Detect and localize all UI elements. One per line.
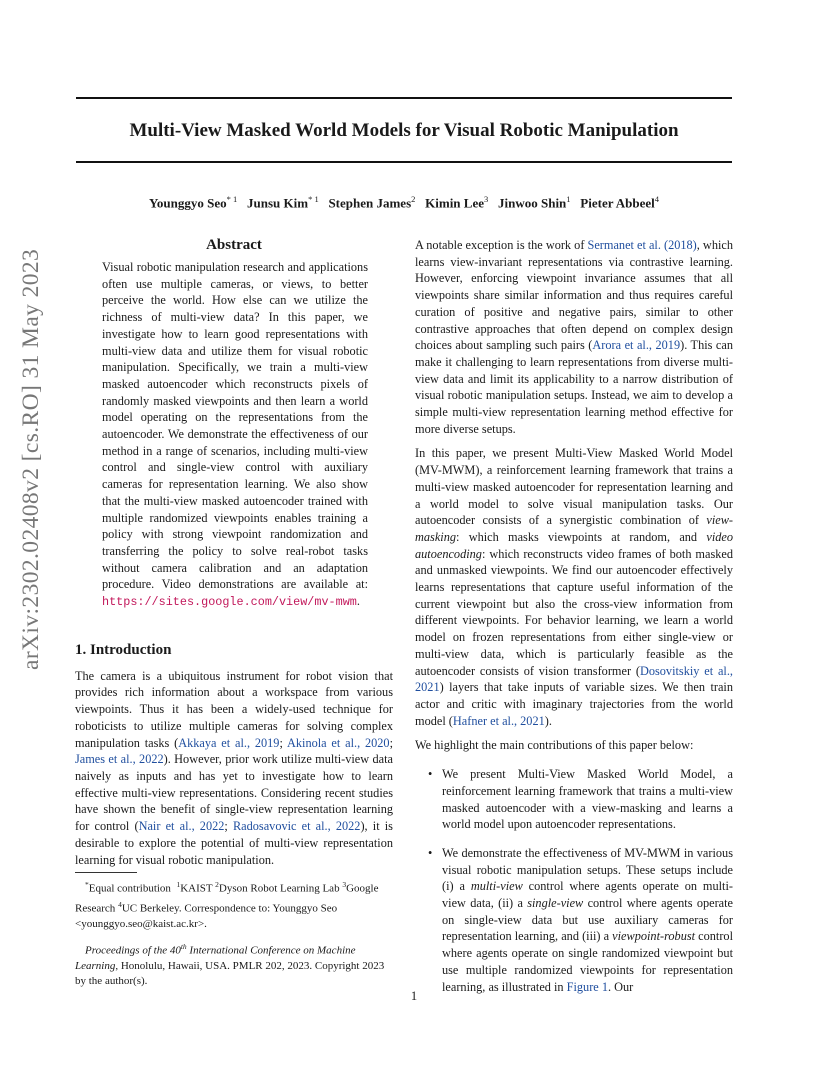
intro-paragraph: The camera is a ubiquitous instrument for robot vision that provides rich information about a workspace from various viewpoints. Thus it has been a widely-used technique for roboticists to utilize multiple cameras for solving complex manipulation tasks (Akkaya et al., 2019; Akinola et al., 2020; James et al., 2022). However, prior work utilize multi-view data naively as inputs and has yet to investigate how to learn effective multi-view representations. Considering recent studies have shown the benefit of single-view representation learning for control (Nair et al., 2022; Radosavovic et al., 2022), it is desirable to explore the potential of multi-view representation learning for visual robotic manipulation.	[75, 668, 393, 867]
author-affiliation: 2	[411, 194, 416, 204]
page-number: 1	[410, 989, 418, 1003]
citation-link[interactable]: Radosavovic et al., 2022	[232, 819, 361, 834]
body-paragraph: In this paper, we present Multi-View Masked World Model (MV-MWM), a reinforcement learning framework that trains a multi-view masked autoencoder for representation learning and a world model to solve visual manipulation tasks. Our autoencoder consists of a synergistic combination of view-masking: which masks viewpoints at random, and video autoencoding: which reconstructs video frames of both masked and unmasked viewpoints. We find our autoencoder effectively learns representations that capture useful information of the current viewpoint but also the cross-view information from different viewpoints. For behavior learning, we learn a world model on frozen representations from either single-view or multi-view data, which is particularly feasible as the autoencoder consists of vision transformer (Dosovitskiy et al., 2021) layers that take inputs of variable sizes. We then train actor and critic with imaginary trajectories from the world model (Hafner et al., 2021).	[415, 446, 733, 728]
author-list	[76, 190, 732, 212]
contributions-list	[415, 766, 733, 995]
title-rule	[76, 161, 732, 163]
footnote-affiliations: *Equal contribution $^1$KAIST $^2$Dyson Robot Learning Lab $^3$Google Research $^4$UC Berkeley. Correspondence to: Younggyo Seo <younggyo.seo@kaist.ac.kr>.	[75, 880, 379, 931]
list-item: • We demonstrate the effectiveness of MV-MWM in various visual robotic manipulation setups. These setups include (i) a multi-view control where agents operate on multi-view data, (ii) a single-view control where agents operate on single-view data but use auxiliary cameras for representation learning, and (iii) a viewpoint-robust control where agents operate on single randomized viewpoint but use multiple randomized viewpoints for representation learning, as illustrated in Figure 1. Our	[428, 845, 733, 994]
author-affiliation: 3	[484, 194, 489, 204]
figure-reference-link[interactable]: Figure 1	[566, 979, 608, 994]
citation-link[interactable]: Arora et al., 2019	[592, 338, 681, 353]
author: Stephen James	[328, 195, 412, 211]
footnotes	[75, 872, 393, 996]
project-url-link[interactable]: https://sites.google.com/view/mv-mwm	[102, 595, 357, 610]
abstract-text: Visual robotic manipulation research and applications often use multiple cameras, or views, to better perceive the world. How else can we utilize the richness of multi-view data? In this paper, we investigate how to learn good representations with multi-view data and utilize them for visual robotic manipulation. Specifically, we train a multi-view masked autoencoder which reconstructs pixels of randomly masked viewpoints and then learn a world model operating on the representations from the autoencoder. We demonstrate the effectiveness of our method in a range of scenarios, including multi-view control and single-view control with auxiliary cameras for representation learning. We also show that the multi-view masked autoencoder trained with multiple randomized viewpoints enables training a policy with strong viewpoint randomization and transferring the policy to solve real-robot tasks without camera calibration and an adaptation procedure. Video demonstrations are available at: https://sites.google.com/view/mv-mwm.	[102, 260, 368, 610]
footnote-proceedings: Proceedings of the 40th International Conference on Machine Learning, Honolulu, Hawaii, USA. PMLR 202, 2023. Copyright 2023 by the author(s).	[75, 941, 385, 988]
author: Pieter Abbeel	[580, 195, 655, 211]
paper-title: Multi-View Masked World Models for Visual Robotic Manipulation	[129, 120, 679, 141]
arxiv-stamp: arXiv:2302.02408v2 [cs.RO] 31 May 2023	[18, 248, 44, 670]
author: Kimin Lee	[425, 195, 484, 211]
citation-link[interactable]: Akinola et al., 2020	[287, 735, 390, 750]
citation-link[interactable]: Akkaya et al., 2019	[178, 735, 280, 750]
section-heading-introduction: 1. Introduction	[75, 641, 172, 658]
bullet-icon: •	[428, 845, 433, 860]
abstract-heading: Abstract	[206, 237, 262, 253]
bullet-icon: •	[428, 767, 433, 782]
citation-link[interactable]: Hafner et al., 2021	[452, 713, 545, 728]
right-column	[415, 237, 733, 1007]
author-affiliation: * 1	[226, 194, 238, 204]
author: Younggyo Seo	[148, 195, 227, 211]
footnote-rule	[75, 872, 137, 873]
citation-link[interactable]: Dosovitskiy et al., 2021	[415, 663, 733, 695]
author: Junsu Kim	[247, 195, 309, 211]
author-affiliation: 4	[654, 194, 660, 204]
author-affiliation: * 1	[308, 194, 319, 204]
author-affiliation: 1	[566, 194, 571, 204]
list-item: • We present Multi-View Masked World Model, a reinforcement learning framework that trains a multi-view masked autoencoder with a view-masking and learns a world model upon autoencoder representations.	[428, 767, 733, 832]
body-paragraph: A notable exception is the work of Sermanet et al. (2018), which learns view-invariant representations via contrastive learning. However, enforcing viewpoint invariance assumes that all viewpoints share similar information and thus requires careful curation of positive and negative pairs, similar to other contrastive approaches that often depend on complex design choices about sampling such pairs (Arora et al., 2019). This can make it challenging to learn representations from diverse multi-view data and limit its applicability to a narrow distribution of visual robotic manipulation setups. Instead, we aim to develop a simple multi-view representation learning method effective for more diverse setups.	[415, 238, 733, 436]
left-column	[75, 235, 393, 876]
citation-link[interactable]: Sermanet et al. (2018)	[587, 238, 697, 252]
body-paragraph: We highlight the main contributions of this paper below:	[415, 738, 694, 753]
citation-link[interactable]: James et al., 2022	[75, 752, 164, 767]
author: Jinwoo Shin	[498, 195, 567, 211]
citation-link[interactable]: Nair et al., 2022	[138, 819, 225, 834]
top-rule	[76, 97, 732, 99]
